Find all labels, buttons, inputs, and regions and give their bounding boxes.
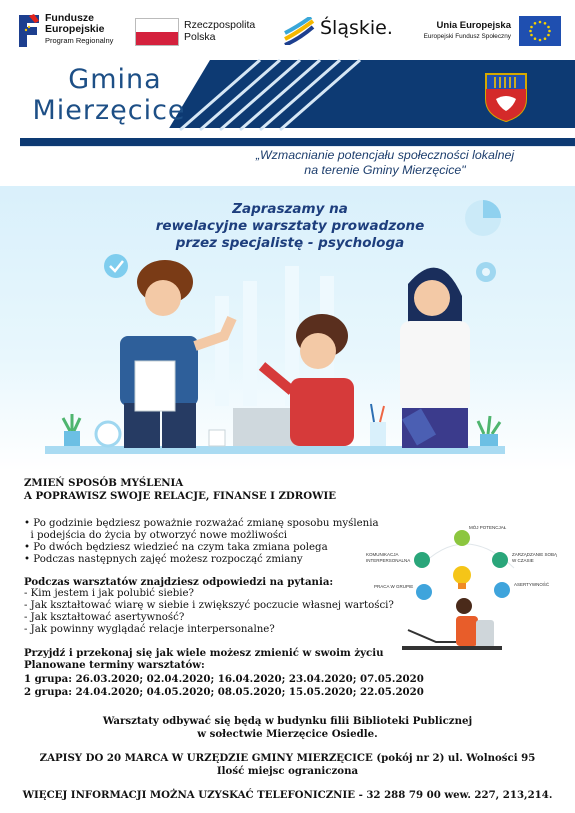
- diagram-label-potential: MÓJ POTENCJAŁ: [469, 525, 507, 530]
- ue-logo-line1: Unia Europejska: [436, 20, 511, 31]
- fundusze-logo-line3: Program Regionalny: [45, 36, 114, 45]
- bullet-3: • Podczas następnych zajęć możesz rozpocząć zmiany: [24, 554, 303, 565]
- heading-line1: ZMIEŃ SPOSÓB MYŚLENIA: [24, 477, 184, 489]
- slaskie-logo-text: Śląskie.: [320, 17, 393, 39]
- diagram-label-time: ZARZĄDZANIE SOBĄ W CZASIE: [512, 552, 558, 563]
- invite-line2: rewelacyjne warsztaty prowadzone: [155, 218, 425, 234]
- question-4: - Jak powinny wyglądać relacje interpersonalne?: [24, 624, 275, 635]
- diagram-label-assertiveness: ASERTYWNOŚĆ: [514, 582, 550, 587]
- slaskie-logo-icon: [283, 17, 315, 45]
- fundusze-europejskie-logo-icon: [17, 13, 41, 47]
- venue-line1: Warsztaty odbywać się będą w budynku filii Biblioteki Publicznej: [102, 715, 473, 727]
- convince-text: Przyjdź i przekonaj się jak wiele możesz zmienić w swoim życiu: [24, 647, 384, 659]
- gmina-title-line1: Gmina: [68, 64, 162, 95]
- diagram-label-communication: KOMUNIKACJA INTERPERSONALNA: [366, 552, 411, 563]
- signup-line1: ZAPISY DO 20 MARCA W URZĘDZIE GMINY MIERZĘCICE (pokój nr 2) ul. Wolności 95: [39, 752, 536, 764]
- question-1: - Kim jestem i jak polubić siebie?: [24, 588, 195, 599]
- fundusze-logo-line2: Europejskie: [45, 23, 105, 35]
- signup-line2: Ilość miejsc ograniczona: [216, 765, 359, 777]
- eu-flag-icon: [519, 16, 561, 46]
- skills-diagram-graphic: [364, 520, 564, 670]
- terms-heading: Planowane terminy warsztatów:: [24, 659, 205, 671]
- gmina-title-line2: Mierzęcice: [32, 95, 186, 126]
- fundusze-logo-line1: Fundusze: [45, 12, 94, 24]
- invite-line1: Zapraszamy na: [232, 201, 348, 217]
- logos-bar: [0, 0, 575, 58]
- rp-logo-line1: Rzeczpospolita: [184, 19, 256, 31]
- polish-flag-icon: [135, 18, 179, 46]
- invite-line3: przez specjalistę - psychologa: [175, 235, 405, 251]
- rp-logo-line2: Polska: [184, 31, 216, 43]
- question-2: - Jak kształtować wiarę w siebie i zwiększyć poczucie własnej wartości?: [24, 600, 394, 611]
- venue-line2: w sołectwie Mierzęcice Osiedle.: [197, 728, 378, 740]
- skills-diagram: [364, 520, 564, 670]
- questions-heading: Podczas warsztatów znajdziesz odpowiedzi na pytania:: [24, 576, 334, 588]
- bullet-1-cont: i podejścia do życia by otworzyć nowe możliwości: [24, 530, 288, 541]
- bullet-2: • Po dwóch będziesz wiedzieć na czym taka zmiana polega: [24, 542, 328, 553]
- heading-line2: A POPRAWISZ SWOJE RELACJE, FINANSE I ZDROWIE: [24, 490, 337, 502]
- group-1-dates: 1 grupa: 26.03.2020; 02.04.2020; 16.04.2020; 23.04.2020; 07.05.2020: [24, 673, 424, 685]
- coat-of-arms-icon: [483, 71, 529, 123]
- diagram-label-teamwork: PRACA W GRUPIE: [374, 584, 414, 589]
- ue-logo-line2: Europejski Fundusz Społeczny: [423, 33, 511, 40]
- question-3: - Jak kształtować asertywność?: [24, 612, 185, 623]
- contact-info: WIĘCEJ INFORMACJI MOŻNA UZYSKAĆ TELEFONICZNIE - 32 288 79 00 wew. 227, 213,214.: [22, 789, 553, 801]
- project-subtitle-line2: na terenie Gminy Mierzęcice": [304, 163, 466, 177]
- bullet-1: • Po godzinie będziesz poważnie rozważać zmianę sposobu myślenia: [24, 518, 379, 529]
- hero-illustration: [0, 186, 575, 471]
- header-band: [0, 58, 575, 186]
- group-2-dates: 2 grupa: 24.04.2020; 04.05.2020; 08.05.2020; 15.05.2020; 22.05.2020: [24, 686, 424, 698]
- project-subtitle-line1: „Wzmacnianie potencjału społeczności lokalnej: [255, 148, 515, 162]
